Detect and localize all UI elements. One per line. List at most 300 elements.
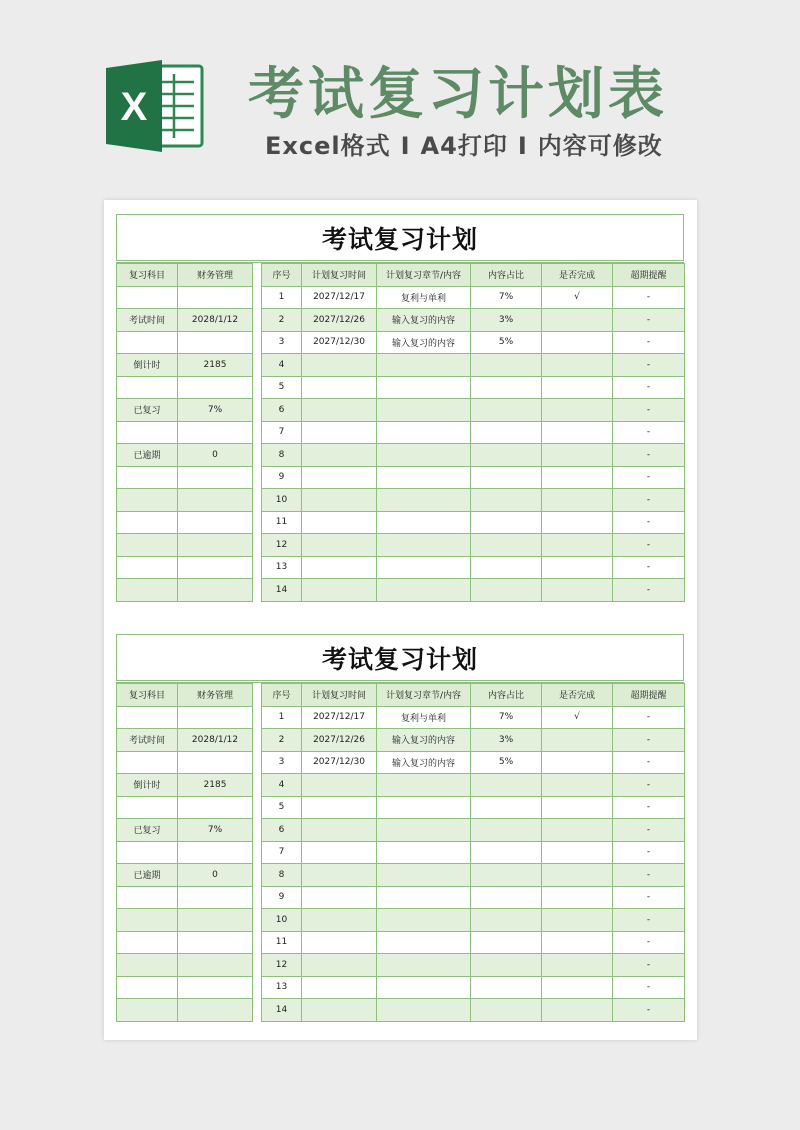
table-cell[interactable]: -: [613, 444, 685, 467]
table-cell[interactable]: [377, 864, 471, 887]
table-cell[interactable]: 4: [262, 774, 302, 797]
table-cell[interactable]: 14: [262, 999, 302, 1022]
table-cell[interactable]: [471, 954, 542, 977]
table-cell[interactable]: -: [613, 864, 685, 887]
table-cell[interactable]: -: [613, 774, 685, 797]
table-cell[interactable]: 2027/12/26: [302, 309, 377, 332]
table-cell[interactable]: [471, 886, 542, 909]
table-cell[interactable]: [117, 286, 178, 309]
table-cell[interactable]: [542, 999, 613, 1022]
table-cell[interactable]: [178, 931, 253, 954]
table-cell[interactable]: 6: [262, 399, 302, 422]
table-cell[interactable]: [302, 819, 377, 842]
study-plan-sheet: [116, 214, 684, 602]
table-cell[interactable]: [117, 751, 178, 774]
table-header-row: [117, 684, 685, 707]
table-cell[interactable]: [117, 954, 178, 977]
column-header: 超期提醒: [613, 264, 685, 287]
table-cell[interactable]: [178, 489, 253, 512]
table-cell[interactable]: [117, 931, 178, 954]
table-cell[interactable]: [117, 999, 178, 1022]
table-cell[interactable]: 输入复习的内容: [377, 309, 471, 332]
table-row: [117, 751, 685, 774]
table-cell[interactable]: 0: [178, 864, 253, 887]
table-cell[interactable]: 3%: [471, 309, 542, 332]
table-cell[interactable]: 倒计时: [117, 354, 178, 377]
table-cell[interactable]: [302, 999, 377, 1022]
table-cell[interactable]: 已复习: [117, 819, 178, 842]
table-cell[interactable]: [377, 354, 471, 377]
table-row: [117, 534, 685, 557]
table-cell[interactable]: 2027/12/30: [302, 751, 377, 774]
table-cell[interactable]: [117, 421, 178, 444]
table-cell[interactable]: [117, 841, 178, 864]
table-cell[interactable]: [178, 841, 253, 864]
table-cell[interactable]: 输入复习的内容: [377, 729, 471, 752]
table-cell[interactable]: [178, 331, 253, 354]
table-cell[interactable]: [542, 309, 613, 332]
table-cell[interactable]: 3: [262, 751, 302, 774]
table-cell[interactable]: [377, 954, 471, 977]
table-cell[interactable]: [542, 751, 613, 774]
table-cell[interactable]: [178, 796, 253, 819]
table-cell[interactable]: [542, 421, 613, 444]
table-cell[interactable]: 倒计时: [117, 774, 178, 797]
table-cell[interactable]: -: [613, 751, 685, 774]
table-cell[interactable]: [471, 976, 542, 999]
table-cell[interactable]: [117, 976, 178, 999]
table-cell[interactable]: [302, 864, 377, 887]
table-cell[interactable]: [377, 534, 471, 557]
table-cell[interactable]: -: [613, 376, 685, 399]
table-cell[interactable]: [471, 909, 542, 932]
table-cell[interactable]: 已逾期: [117, 444, 178, 467]
table-cell[interactable]: -: [613, 534, 685, 557]
table-row: [117, 579, 685, 602]
column-header: 复习科目: [117, 264, 178, 287]
table-cell[interactable]: 复利与单利: [377, 286, 471, 309]
plan-table: [116, 263, 685, 602]
table-cell[interactable]: 3: [262, 331, 302, 354]
subtitle-part: Excel格式: [265, 132, 391, 160]
column-gap: [253, 796, 262, 819]
table-cell[interactable]: [117, 796, 178, 819]
table-cell[interactable]: [178, 286, 253, 309]
table-cell[interactable]: [471, 444, 542, 467]
table-cell[interactable]: 8: [262, 444, 302, 467]
table-cell[interactable]: 7: [262, 421, 302, 444]
table-cell[interactable]: -: [613, 399, 685, 422]
column-gap: [253, 399, 262, 422]
table-cell[interactable]: [377, 931, 471, 954]
table-cell[interactable]: 输入复习的内容: [377, 751, 471, 774]
table-cell[interactable]: [302, 421, 377, 444]
table-cell[interactable]: -: [613, 511, 685, 534]
table-cell[interactable]: [302, 399, 377, 422]
column-header: 内容占比: [471, 684, 542, 707]
table-cell[interactable]: [377, 466, 471, 489]
table-cell[interactable]: [542, 376, 613, 399]
table-cell[interactable]: [542, 354, 613, 377]
table-cell[interactable]: [471, 999, 542, 1022]
table-cell[interactable]: [302, 976, 377, 999]
table-cell[interactable]: [542, 444, 613, 467]
table-cell[interactable]: [302, 376, 377, 399]
table-cell[interactable]: [542, 579, 613, 602]
table-cell[interactable]: √: [542, 706, 613, 729]
table-cell[interactable]: [377, 841, 471, 864]
table-cell[interactable]: [542, 886, 613, 909]
table-cell[interactable]: [471, 931, 542, 954]
table-cell[interactable]: [117, 909, 178, 932]
table-cell[interactable]: [302, 466, 377, 489]
table-cell[interactable]: 2185: [178, 774, 253, 797]
table-cell[interactable]: 7: [262, 841, 302, 864]
column-header: 计划复习时间: [302, 684, 377, 707]
table-cell[interactable]: [542, 931, 613, 954]
table-cell[interactable]: 10: [262, 909, 302, 932]
table-cell[interactable]: [178, 909, 253, 932]
table-cell[interactable]: [377, 886, 471, 909]
table-cell[interactable]: 8: [262, 864, 302, 887]
column-gap: [253, 489, 262, 512]
column-gap: [253, 909, 262, 932]
table-cell[interactable]: -: [613, 354, 685, 377]
table-cell[interactable]: 7%: [471, 706, 542, 729]
table-cell[interactable]: [117, 706, 178, 729]
table-cell[interactable]: -: [613, 954, 685, 977]
column-gap: [253, 444, 262, 467]
table-cell[interactable]: [542, 976, 613, 999]
column-header: 序号: [262, 684, 302, 707]
table-cell[interactable]: [471, 376, 542, 399]
table-cell[interactable]: 5%: [471, 331, 542, 354]
table-cell[interactable]: [542, 399, 613, 422]
table-cell[interactable]: 9: [262, 886, 302, 909]
table-cell[interactable]: -: [613, 976, 685, 999]
table-cell[interactable]: -: [613, 796, 685, 819]
table-row: [117, 331, 685, 354]
table-cell[interactable]: -: [613, 841, 685, 864]
table-cell[interactable]: [302, 511, 377, 534]
table-row: [117, 706, 685, 729]
table-cell[interactable]: -: [613, 706, 685, 729]
table-cell[interactable]: [542, 954, 613, 977]
column-header: 财务管理: [178, 684, 253, 707]
table-cell[interactable]: [302, 909, 377, 932]
page-title: 考试复习计划表: [248, 62, 668, 127]
table-row: [117, 511, 685, 534]
column-header: 计划复习章节/内容: [377, 684, 471, 707]
table-cell[interactable]: [542, 909, 613, 932]
column-gap: [253, 376, 262, 399]
column-gap: [253, 774, 262, 797]
table-cell[interactable]: -: [613, 309, 685, 332]
column-header: 是否完成: [542, 264, 613, 287]
table-row: [117, 421, 685, 444]
column-gap: [253, 309, 262, 332]
column-gap: [253, 999, 262, 1022]
table-cell[interactable]: [542, 729, 613, 752]
sheet-title: 考试复习计划: [116, 214, 684, 260]
table-cell[interactable]: [471, 579, 542, 602]
column-header: 财务管理: [178, 264, 253, 287]
table-cell[interactable]: [471, 399, 542, 422]
table-cell[interactable]: [178, 376, 253, 399]
table-row: [117, 954, 685, 977]
table-cell[interactable]: [117, 511, 178, 534]
table-cell[interactable]: 13: [262, 976, 302, 999]
table-cell[interactable]: [302, 579, 377, 602]
subtitle-part: 内容可修改: [537, 132, 663, 160]
table-cell[interactable]: [542, 556, 613, 579]
table-cell[interactable]: [542, 534, 613, 557]
column-header: 计划复习章节/内容: [377, 264, 471, 287]
table-cell[interactable]: [117, 331, 178, 354]
column-gap: [253, 421, 262, 444]
column-header: 复习科目: [117, 684, 178, 707]
column-gap: [253, 331, 262, 354]
table-row: [117, 354, 685, 377]
table-cell[interactable]: [117, 579, 178, 602]
table-cell[interactable]: [542, 796, 613, 819]
table-row: [117, 999, 685, 1022]
table-cell[interactable]: [471, 489, 542, 512]
table-cell[interactable]: -: [613, 331, 685, 354]
table-cell[interactable]: 考试时间: [117, 729, 178, 752]
table-cell[interactable]: [117, 376, 178, 399]
table-cell[interactable]: -: [613, 931, 685, 954]
table-cell[interactable]: [302, 556, 377, 579]
table-cell[interactable]: 复利与单利: [377, 706, 471, 729]
table-cell[interactable]: 1: [262, 706, 302, 729]
table-cell[interactable]: [302, 931, 377, 954]
table-cell[interactable]: [178, 886, 253, 909]
table-cell[interactable]: [377, 796, 471, 819]
table-row: [117, 909, 685, 932]
table-cell[interactable]: 14: [262, 579, 302, 602]
table-cell[interactable]: 3%: [471, 729, 542, 752]
table-cell[interactable]: [377, 976, 471, 999]
table-cell[interactable]: [542, 511, 613, 534]
table-cell[interactable]: [377, 489, 471, 512]
table-cell[interactable]: -: [613, 421, 685, 444]
table-cell[interactable]: [302, 444, 377, 467]
table-cell[interactable]: [178, 421, 253, 444]
table-cell[interactable]: [178, 466, 253, 489]
table-cell[interactable]: 输入复习的内容: [377, 331, 471, 354]
table-cell[interactable]: [178, 579, 253, 602]
table-cell[interactable]: [302, 774, 377, 797]
table-cell[interactable]: 4: [262, 354, 302, 377]
table-cell[interactable]: [471, 534, 542, 557]
column-gap: [253, 954, 262, 977]
table-cell[interactable]: [377, 556, 471, 579]
table-row: [117, 309, 685, 332]
excel-logo-icon: [104, 58, 204, 154]
table-row: [117, 841, 685, 864]
table-cell[interactable]: [542, 774, 613, 797]
table-cell[interactable]: 12: [262, 534, 302, 557]
table-cell[interactable]: [178, 999, 253, 1022]
table-row: [117, 864, 685, 887]
table-cell[interactable]: [178, 534, 253, 557]
table-cell[interactable]: [471, 421, 542, 444]
table-row: [117, 774, 685, 797]
table-cell[interactable]: [377, 774, 471, 797]
table-cell[interactable]: [471, 466, 542, 489]
table-cell[interactable]: 5: [262, 376, 302, 399]
table-cell[interactable]: 7%: [178, 399, 253, 422]
table-cell[interactable]: [471, 841, 542, 864]
column-gap: [253, 579, 262, 602]
table-cell[interactable]: [302, 954, 377, 977]
table-cell[interactable]: 2028/1/12: [178, 729, 253, 752]
column-gap: [253, 976, 262, 999]
column-header: 计划复习时间: [302, 264, 377, 287]
table-cell[interactable]: [117, 534, 178, 557]
table-cell[interactable]: [302, 886, 377, 909]
plan-table: [116, 683, 685, 1022]
column-gap: [253, 751, 262, 774]
table-cell[interactable]: √: [542, 286, 613, 309]
table-cell[interactable]: [377, 376, 471, 399]
table-cell[interactable]: -: [613, 729, 685, 752]
column-header: 内容占比: [471, 264, 542, 287]
table-cell[interactable]: [302, 796, 377, 819]
column-gap: [253, 931, 262, 954]
table-row: [117, 556, 685, 579]
table-cell[interactable]: [377, 421, 471, 444]
table-cell[interactable]: [302, 534, 377, 557]
table-cell[interactable]: [471, 774, 542, 797]
table-cell[interactable]: [178, 511, 253, 534]
table-cell[interactable]: 13: [262, 556, 302, 579]
table-cell[interactable]: 5%: [471, 751, 542, 774]
table-cell[interactable]: -: [613, 819, 685, 842]
table-cell[interactable]: 2: [262, 309, 302, 332]
table-cell[interactable]: 11: [262, 511, 302, 534]
table-cell[interactable]: [178, 976, 253, 999]
table-cell[interactable]: 7%: [178, 819, 253, 842]
table-cell[interactable]: 2027/12/26: [302, 729, 377, 752]
column-header: 序号: [262, 264, 302, 287]
table-cell[interactable]: -: [613, 999, 685, 1022]
table-cell[interactable]: 2027/12/30: [302, 331, 377, 354]
column-gap: [253, 819, 262, 842]
table-cell[interactable]: -: [613, 579, 685, 602]
column-gap: [253, 354, 262, 377]
table-cell[interactable]: 2185: [178, 354, 253, 377]
table-cell[interactable]: [377, 444, 471, 467]
column-gap: [253, 556, 262, 579]
table-cell[interactable]: [542, 819, 613, 842]
table-cell[interactable]: [117, 886, 178, 909]
logo-letter: X: [120, 85, 148, 129]
table-row: [117, 729, 685, 752]
table-cell[interactable]: 2027/12/17: [302, 706, 377, 729]
table-cell[interactable]: 1: [262, 286, 302, 309]
table-cell[interactable]: [542, 864, 613, 887]
column-gap: [253, 286, 262, 309]
table-cell[interactable]: 已复习: [117, 399, 178, 422]
table-cell[interactable]: [377, 579, 471, 602]
table-row: [117, 796, 685, 819]
table-cell[interactable]: 2028/1/12: [178, 309, 253, 332]
subtitle-separator: I: [400, 132, 411, 160]
subtitle: [265, 126, 663, 161]
table-cell[interactable]: [302, 841, 377, 864]
table-cell[interactable]: [377, 511, 471, 534]
table-cell[interactable]: 6: [262, 819, 302, 842]
table-row: [117, 376, 685, 399]
table-cell[interactable]: [542, 331, 613, 354]
table-cell[interactable]: [302, 489, 377, 512]
table-cell[interactable]: [471, 511, 542, 534]
table-cell[interactable]: 12: [262, 954, 302, 977]
table-row: [117, 886, 685, 909]
table-cell[interactable]: -: [613, 909, 685, 932]
column-gap: [253, 729, 262, 752]
table-row: [117, 976, 685, 999]
table-cell[interactable]: [302, 354, 377, 377]
table-cell[interactable]: 7%: [471, 286, 542, 309]
table-cell[interactable]: [471, 796, 542, 819]
table-cell[interactable]: [542, 841, 613, 864]
table-cell[interactable]: [471, 556, 542, 579]
table-cell[interactable]: [117, 489, 178, 512]
table-cell[interactable]: -: [613, 886, 685, 909]
table-cell[interactable]: -: [613, 489, 685, 512]
column-gap: [253, 684, 262, 707]
table-cell[interactable]: [117, 466, 178, 489]
table-cell[interactable]: [178, 556, 253, 579]
column-gap: [253, 534, 262, 557]
table-cell[interactable]: [542, 466, 613, 489]
table-cell[interactable]: -: [613, 556, 685, 579]
table-cell[interactable]: [377, 909, 471, 932]
table-cell[interactable]: [471, 864, 542, 887]
table-row: [117, 466, 685, 489]
table-cell[interactable]: [377, 819, 471, 842]
table-cell[interactable]: [178, 751, 253, 774]
column-gap: [253, 264, 262, 287]
table-row: [117, 444, 685, 467]
table-cell[interactable]: 0: [178, 444, 253, 467]
table-cell[interactable]: [117, 556, 178, 579]
column-gap: [253, 841, 262, 864]
table-cell[interactable]: 2027/12/17: [302, 286, 377, 309]
table-cell[interactable]: 已逾期: [117, 864, 178, 887]
table-cell[interactable]: [377, 999, 471, 1022]
table-cell[interactable]: 11: [262, 931, 302, 954]
table-cell[interactable]: 10: [262, 489, 302, 512]
table-cell[interactable]: [178, 706, 253, 729]
table-cell[interactable]: 2: [262, 729, 302, 752]
table-cell[interactable]: [542, 489, 613, 512]
table-cell[interactable]: 考试时间: [117, 309, 178, 332]
table-cell[interactable]: 5: [262, 796, 302, 819]
table-cell[interactable]: [178, 954, 253, 977]
table-header-row: [117, 264, 685, 287]
table-cell[interactable]: [471, 819, 542, 842]
table-row: [117, 819, 685, 842]
table-cell[interactable]: [377, 399, 471, 422]
table-cell[interactable]: -: [613, 466, 685, 489]
table-cell[interactable]: -: [613, 286, 685, 309]
table-cell[interactable]: [471, 354, 542, 377]
table-cell[interactable]: 9: [262, 466, 302, 489]
